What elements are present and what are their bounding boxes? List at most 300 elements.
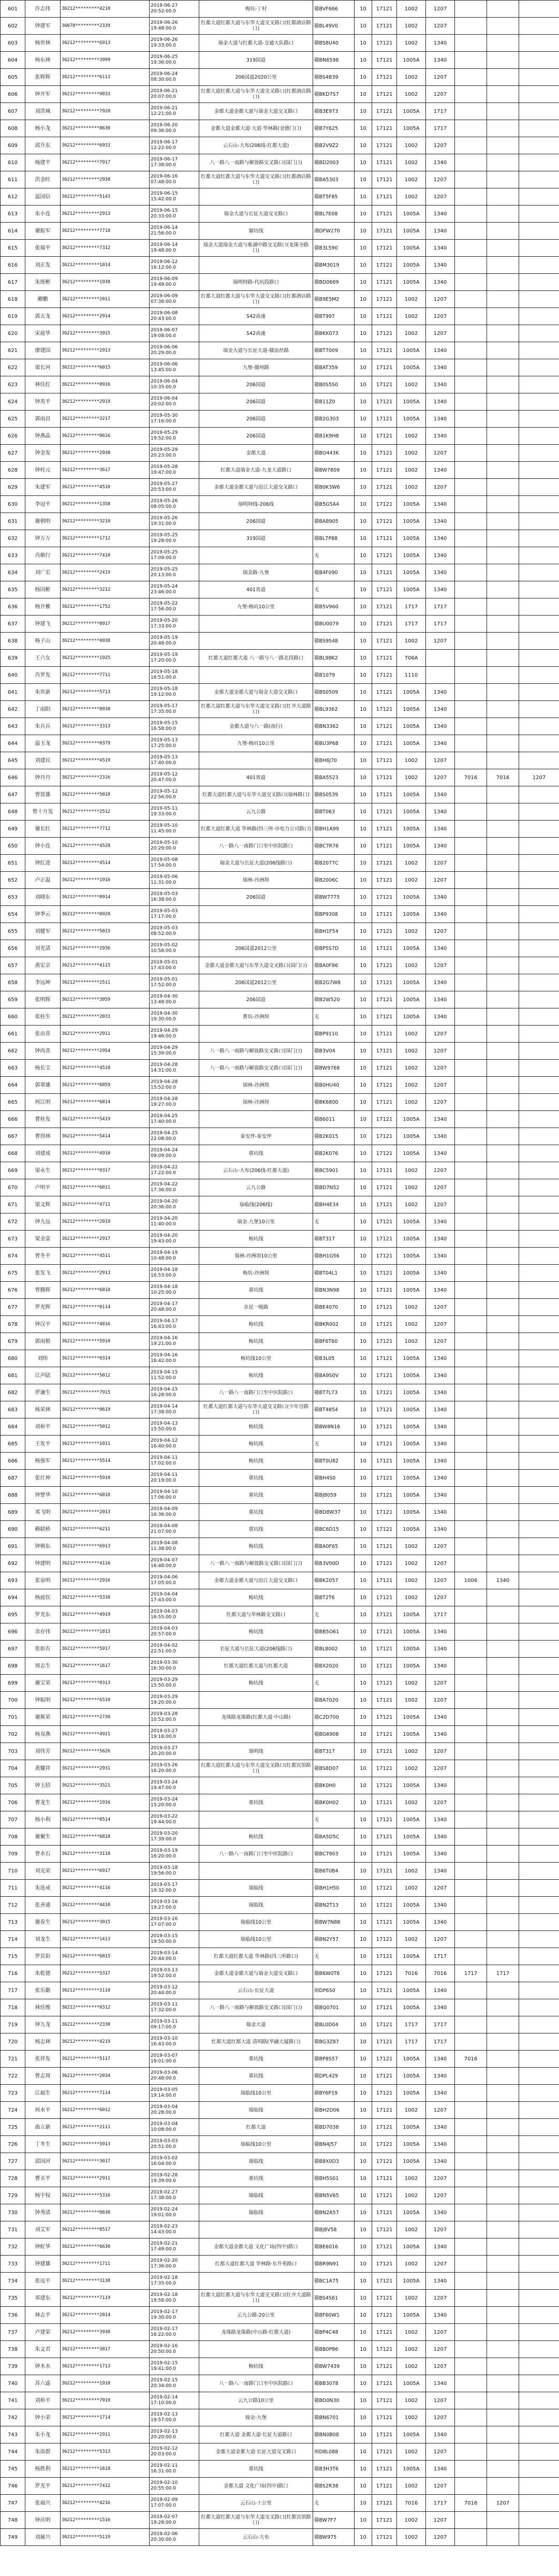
law-code-cell-3: [455, 1470, 487, 1487]
law-code-cell-4: [487, 1914, 519, 1931]
table-row: [1, 1658, 559, 1675]
law-code-cell-3: [455, 223, 487, 240]
law-code-cell-5: [519, 2461, 559, 2478]
violation-place-cell: 云石山-长征大道: [199, 1982, 313, 1999]
plate-number-cell: 赣BW7439: [313, 2358, 355, 2375]
law-code-cell-5: [519, 445, 559, 462]
violation-place-cell: 瑞金大道: [199, 2016, 313, 2033]
law-code-cell-2: 1207: [426, 2478, 455, 2495]
violation-time-cell: 2019-02-06 20:30:00.0: [150, 2529, 199, 2546]
serial-number-cell: 711: [1, 1880, 25, 1897]
code-cell: 17121: [372, 1231, 397, 1248]
violation-place-cell: 金都大道金都大道·长征大道交叉路口: [199, 2443, 313, 2461]
law-code-cell-3: [455, 1863, 487, 1880]
violation-time-cell: 2019-05-12 22:56:00.0: [150, 786, 199, 803]
points-cell: 10: [355, 1231, 372, 1248]
id-number-cell: 36212*********5626: [61, 1743, 150, 1760]
plate-number-cell: 赣BT063: [313, 803, 355, 821]
plate-number-cell: 赣BD0689: [313, 274, 355, 291]
plate-number-cell: 无: [313, 1811, 355, 1828]
law-code-cell-5: [519, 667, 559, 684]
code-cell: 17121: [372, 616, 397, 633]
serial-number-cell: 663: [1, 1060, 25, 1077]
code-cell: 17121: [372, 188, 397, 206]
serial-number-cell: 743: [1, 2426, 25, 2443]
id-number-cell: 36212*********2916: [61, 1572, 150, 1589]
law-code-cell-4: [487, 479, 519, 496]
id-number-cell: 36212*********2011: [61, 291, 150, 308]
points-cell: 10: [355, 1794, 372, 1811]
law-code-cell-1: 1002: [397, 1794, 426, 1811]
plate-number-cell: 赣BD2003: [313, 154, 355, 171]
id-number-cell: 36212*********7312: [61, 240, 150, 257]
law-code-cell-5: [519, 1606, 559, 1623]
law-code-cell-4: [487, 376, 519, 393]
violation-time-cell: 2019-04-10 17:06:00.0: [150, 1487, 199, 1504]
law-code-cell-2: 1207: [426, 171, 455, 188]
violation-place-cell: 206国道: [199, 393, 313, 411]
law-code-cell-5: [519, 2478, 559, 2495]
law-code-cell-3: [455, 701, 487, 718]
law-code-cell-5: [519, 2512, 559, 2529]
plate-number-cell: 赣BH5S01: [313, 2170, 355, 2187]
points-cell: 10: [355, 1008, 372, 1026]
plate-number-cell: 赣BH4S0: [313, 1470, 355, 1487]
plate-number-cell: 赣BM3019: [313, 257, 355, 274]
points-cell: 10: [355, 872, 372, 889]
law-code-cell-4: [487, 906, 519, 923]
law-code-cell-1: 1002: [397, 2409, 426, 2426]
code-cell: 17121: [372, 1675, 397, 1692]
law-code-cell-2: 1340: [426, 821, 455, 838]
violation-time-cell: 2019-03-12 20:44:00.0: [150, 1982, 199, 1999]
serial-number-cell: 677: [1, 1299, 25, 1316]
violation-time-cell: 2019-04-11 20:19:00.0: [150, 1470, 199, 1487]
law-code-cell-5: [519, 513, 559, 530]
violation-place-cell: 红都大道红都大道与东华大道交叉路口(瑞林路口): [199, 786, 313, 803]
law-code-cell-2: 1340: [426, 1811, 455, 1828]
code-cell: 17121: [372, 1179, 397, 1196]
law-code-cell-2: 1207: [426, 2324, 455, 2341]
law-code-cell-5: [519, 2443, 559, 2461]
law-code-cell-5: [519, 1914, 559, 1931]
violation-time-cell: 2019-04-03 20:57:00.0: [150, 1623, 199, 1641]
violation-time-cell: 2019-05-08 17:54:00.0: [150, 855, 199, 872]
serial-number-cell: 736: [1, 2307, 25, 2324]
law-code-cell-2: 1207: [426, 137, 455, 154]
law-code-cell-4: [487, 1470, 519, 1487]
violation-time-cell: 2019-05-10 11:45:00.0: [150, 821, 199, 838]
id-number-cell: 36212*********2019: [61, 1213, 150, 1231]
violation-place-cell: 瑞临线10公里: [199, 2085, 313, 2102]
law-code-cell-5: [519, 1589, 559, 1606]
code-cell: 17121: [372, 735, 397, 752]
id-number-cell: 36212*********1014: [61, 257, 150, 274]
law-code-cell-1: 1005A: [397, 206, 426, 223]
violation-time-cell: 2019-02-17 19:30:00.0: [150, 2307, 199, 2324]
points-cell: 10: [355, 137, 372, 154]
law-code-cell-3: [455, 120, 487, 137]
law-code-cell-5: [519, 342, 559, 359]
id-number-cell: 36212*********7410: [61, 547, 150, 564]
law-code-cell-5: [519, 1572, 559, 1589]
law-code-cell-4: [487, 1436, 519, 1453]
law-code-cell-2: 1207: [426, 1077, 455, 1094]
law-code-cell-5: [519, 2426, 559, 2443]
law-code-cell-5: [519, 940, 559, 957]
code-cell: 17121: [372, 2221, 397, 2238]
law-code-cell-1: 1005A: [397, 240, 426, 257]
id-number-cell: 36212*********5015: [61, 923, 150, 940]
law-code-cell-4: [487, 1931, 519, 1948]
id-number-cell: 36212*********1712: [61, 530, 150, 547]
code-cell: 17121: [372, 1641, 397, 1658]
violation-place-cell: 重坑线: [199, 2461, 313, 2478]
code-cell: 17121: [372, 2119, 397, 2136]
law-code-cell-5: [519, 376, 559, 393]
law-code-cell-4: [487, 1145, 519, 1162]
plate-number-cell: 赣B0S5S0: [313, 376, 355, 393]
plate-number-cell: 赣BKR002: [313, 1316, 355, 1333]
table-row: [1, 18, 559, 35]
law-code-cell-3: [455, 1077, 487, 1094]
person-name-cell: 谢朝明: [25, 513, 61, 530]
law-code-cell-5: [519, 701, 559, 718]
plate-number-cell: 赣BU0079: [313, 616, 355, 633]
law-code-cell-5: [519, 2153, 559, 2170]
points-cell: 10: [355, 1965, 372, 1982]
table-row: [1, 2512, 559, 2529]
person-name-cell: 钟建明: [25, 1555, 61, 1572]
table-row: [1, 1043, 559, 1060]
law-code-cell-4: [487, 2238, 519, 2256]
serial-number-cell: 601: [1, 1, 25, 18]
law-code-cell-5: [519, 598, 559, 616]
law-code-cell-2: 1340: [426, 1384, 455, 1401]
table-row: [1, 564, 559, 581]
points-cell: 10: [355, 1487, 372, 1504]
law-code-cell-2: 1207: [426, 2512, 455, 2529]
code-cell: 17121: [372, 393, 397, 411]
law-code-cell-5: [519, 2119, 559, 2136]
law-code-cell-3: [455, 1026, 487, 1043]
plate-number-cell: 赣BL7E08: [313, 206, 355, 223]
serial-number-cell: 746: [1, 2478, 25, 2495]
law-code-cell-1: 1002: [397, 872, 426, 889]
law-code-cell-1: 1005A: [397, 1521, 426, 1538]
points-cell: 10: [355, 1060, 372, 1077]
points-cell: 10: [355, 1094, 372, 1111]
law-code-cell-1: 1005A: [397, 1401, 426, 1418]
code-cell: 17121: [372, 1026, 397, 1043]
law-code-cell-3: [455, 1316, 487, 1333]
violation-time-cell: 2019-03-29 19:20:00.0: [150, 1692, 199, 1709]
law-code-cell-1: 1005A: [397, 974, 426, 991]
table-row: [1, 581, 559, 598]
violation-time-cell: 2019-06-27 20:52:00.0: [150, 1, 199, 18]
person-name-cell: 曾冬平: [25, 1248, 61, 1265]
violation-place-cell: 八一路八一南路门口至中医院路口: [199, 1384, 313, 1401]
points-cell: 10: [355, 1, 372, 18]
code-cell: 17121: [372, 2461, 397, 2478]
points-cell: 10: [355, 1282, 372, 1299]
table-row: [1, 1897, 559, 1914]
violation-place-cell: 梅坑线: [199, 1316, 313, 1333]
serial-number-cell: 707: [1, 1811, 25, 1828]
violation-time-cell: 2019-05-17 17:35:00.0: [150, 701, 199, 718]
law-code-cell-2: 1207: [426, 325, 455, 342]
violation-time-cell: 2019-05-18 16:51:00.0: [150, 667, 199, 684]
law-code-cell-4: [487, 1641, 519, 1658]
code-cell: 17121: [372, 2443, 397, 2461]
law-code-cell-5: [519, 2221, 559, 2238]
law-code-cell-2: 1717: [426, 2495, 455, 2512]
law-code-cell-2: 1340: [426, 1914, 455, 1931]
serial-number-cell: 664: [1, 1077, 25, 1094]
code-cell: 17121: [372, 1111, 397, 1128]
law-code-cell-4: [487, 274, 519, 291]
points-cell: 10: [355, 1504, 372, 1521]
id-number-cell: 36212*********3118: [61, 1982, 150, 1999]
id-number-cell: 36212*********2913: [61, 206, 150, 223]
law-code-cell-5: [519, 1316, 559, 1333]
id-number-cell: 36212*********2911: [61, 2426, 150, 2443]
law-code-cell-1: 1002: [397, 69, 426, 86]
law-code-cell-4: [487, 1521, 519, 1538]
law-code-cell-3: [455, 564, 487, 581]
law-code-cell-5: [519, 2187, 559, 2204]
violation-place-cell: 红都大道红都大道与红都大道: [199, 1658, 313, 1675]
serial-number-cell: 728: [1, 2170, 25, 2187]
table-row: [1, 906, 559, 923]
law-code-cell-1: 1002: [397, 1196, 426, 1213]
law-code-cell-5: [519, 1043, 559, 1060]
violation-place-cell: 九堡-梅坑10公里: [199, 598, 313, 616]
violation-place-cell: 319国道: [199, 52, 313, 69]
points-cell: 10: [355, 1760, 372, 1777]
violation-time-cell: 2019-03-24 15:20:00.0: [150, 1794, 199, 1811]
id-number-cell: 36212*********8630: [61, 120, 150, 137]
id-number-cell: 36212*********2512: [61, 803, 150, 821]
violation-time-cell: 2019-04-16 19:21:00.0: [150, 1333, 199, 1350]
points-cell: 10: [355, 1538, 372, 1555]
law-code-cell-4: [487, 257, 519, 274]
law-code-cell-3: [455, 1008, 487, 1026]
points-cell: 10: [355, 1470, 372, 1487]
law-code-cell-2: 1340: [426, 2307, 455, 2324]
law-code-cell-4: [487, 137, 519, 154]
law-code-cell-1: 1005A: [397, 1418, 426, 1436]
violation-time-cell: 2019-04-30 13:48:00.0: [150, 991, 199, 1008]
law-code-cell-1: 1002: [397, 1743, 426, 1760]
law-code-cell-4: [487, 2409, 519, 2426]
id-number-cell: 36212*********3915: [61, 325, 150, 342]
violation-place-cell: 401省道: [199, 581, 313, 598]
law-code-cell-3: [455, 1, 487, 18]
law-code-cell-4: [487, 598, 519, 616]
points-cell: 10: [355, 1999, 372, 2016]
id-number-cell: 36212*********7718: [61, 223, 150, 240]
person-name-cell: 王发平: [25, 1436, 61, 1453]
law-code-cell-1: 1002: [397, 1863, 426, 1880]
plate-number-cell: 赣BP5S7D: [313, 940, 355, 957]
code-cell: 17121: [372, 69, 397, 86]
points-cell: 10: [355, 1265, 372, 1282]
serial-number-cell: 609: [1, 137, 25, 154]
serial-number-cell: 617: [1, 274, 25, 291]
law-code-cell-3: [455, 376, 487, 393]
law-code-cell-4: [487, 547, 519, 564]
person-name-cell: 王六女: [25, 650, 61, 667]
violation-time-cell: 2019-02-18 19:58:00.0: [150, 2290, 199, 2307]
law-code-cell-3: [455, 240, 487, 257]
law-code-cell-2: 1340: [426, 1265, 455, 1282]
law-code-cell-1: 1002: [397, 1060, 426, 1077]
person-name-cell: 钟柱元: [25, 462, 61, 479]
law-code-cell-4: [487, 2016, 519, 2033]
person-name-cell: 杨国彬: [25, 581, 61, 598]
table-row: [1, 1606, 559, 1623]
id-number-cell: 36212*********3313: [61, 718, 150, 735]
law-code-cell-2: 1207: [426, 923, 455, 940]
code-cell: 17121: [372, 35, 397, 52]
law-code-cell-5: [519, 1538, 559, 1555]
person-name-cell: 梁永生: [25, 1162, 61, 1179]
code-cell: 17121: [372, 1521, 397, 1538]
serial-number-cell: 654: [1, 906, 25, 923]
code-cell: 17121: [372, 769, 397, 786]
points-cell: 10: [355, 1162, 372, 1179]
plate-number-cell: 赣BN2A57: [313, 2204, 355, 2221]
points-cell: 10: [355, 2119, 372, 2136]
violation-time-cell: 2019-04-04 17:43:00.0: [150, 1589, 199, 1606]
code-cell: 17121: [372, 1077, 397, 1094]
law-code-cell-3: [455, 154, 487, 171]
person-name-cell: 钟朝东: [25, 1538, 61, 1555]
law-code-cell-2: 1207: [426, 769, 455, 786]
serial-number-cell: 633: [1, 547, 25, 564]
person-name-cell: 罗光辉: [25, 1299, 61, 1316]
law-code-cell-4: [487, 35, 519, 52]
points-cell: 10: [355, 2512, 372, 2529]
serial-number-cell: 655: [1, 923, 25, 940]
law-code-cell-4: [487, 701, 519, 718]
violation-time-cell: 2019-05-25 19:28:00.0: [150, 530, 199, 547]
table-row: [1, 786, 559, 803]
person-name-cell: 刘建成: [25, 1145, 61, 1162]
law-code-cell-4: [487, 2478, 519, 2495]
violation-place-cell: 金都大道与八一路(南行): [199, 718, 313, 735]
code-cell: 17121: [372, 2375, 397, 2392]
violation-place-cell: 红都大道红都大道 华林路·东升苑路口: [199, 2256, 313, 2273]
law-code-cell-5: [519, 803, 559, 821]
law-code-cell-3: [455, 1333, 487, 1350]
violation-time-cell: 2019-02-11 16:31:00.0: [150, 2461, 199, 2478]
id-number-cell: 36212*********5414: [61, 1128, 150, 1145]
table-row: [1, 1265, 559, 1282]
violation-place-cell: 红都大道红都大道 华林路(四三所路口): [199, 1948, 313, 1965]
points-cell: 10: [355, 838, 372, 855]
law-code-cell-2: 1207: [426, 291, 455, 308]
table-row: [1, 598, 559, 616]
violation-place-cell: 红都大道 金都大道·长征大道路口: [199, 2426, 313, 2443]
violation-place-cell: [199, 2221, 313, 2238]
law-code-cell-1: 1002: [397, 2392, 426, 2409]
table-row: [1, 1880, 559, 1897]
violation-time-cell: 2019-06-09 19:49:00.0: [150, 274, 199, 291]
plate-number-cell: 赣BKK073: [313, 325, 355, 342]
law-code-cell-2: 1340: [426, 2273, 455, 2290]
law-code-cell-5: [519, 2375, 559, 2392]
law-code-cell-2: 1340: [426, 2119, 455, 2136]
id-number-cell: 36212*********4518: [61, 1060, 150, 1077]
law-code-cell-1: 1005A: [397, 2238, 426, 2256]
violation-time-cell: 2019-05-02 10:58:00.0: [150, 940, 199, 957]
law-code-cell-1: 1005A: [397, 2273, 426, 2290]
law-code-cell-3: [455, 1794, 487, 1811]
person-name-cell: 曾贤雄: [25, 786, 61, 803]
plate-number-cell: 赣BVF666: [313, 1, 355, 18]
person-name-cell: 周志生: [25, 1658, 61, 1675]
law-code-cell-5: [519, 291, 559, 308]
plate-number-cell: 赣BF60W1: [313, 2307, 355, 2324]
violation-place-cell: 金都大道 文化广场(四中)路口: [199, 2478, 313, 2495]
violation-time-cell: 2019-03-11 09:17:00.0: [150, 2016, 199, 2033]
id-number-cell: 36212*********1938: [61, 274, 150, 291]
law-code-cell-1: 1002: [397, 769, 426, 786]
id-number-cell: 36212*********3999: [61, 52, 150, 69]
law-code-cell-1: 1005A: [397, 1504, 426, 1521]
law-code-cell-5: [519, 223, 559, 240]
serial-number-cell: 697: [1, 1641, 25, 1658]
law-code-cell-4: 7016: [487, 769, 519, 786]
plate-number-cell: 无: [313, 1436, 355, 1453]
person-name-cell: 朱乾德: [25, 1965, 61, 1982]
law-code-cell-3: [455, 308, 487, 325]
table-row: [1, 1196, 559, 1213]
plate-number-cell: 赣BT2T6: [313, 1589, 355, 1606]
code-cell: 17121: [372, 2495, 397, 2512]
law-code-cell-1: 1005A: [397, 2136, 426, 2153]
points-cell: 10: [355, 103, 372, 120]
law-code-cell-4: [487, 1743, 519, 1760]
serial-number-cell: 610: [1, 154, 25, 171]
law-code-cell-3: [455, 86, 487, 103]
id-number-cell: 36212*********2013: [61, 1504, 150, 1521]
law-code-cell-2: 1340: [426, 2375, 455, 2392]
id-number-cell: 36212*********4528: [61, 838, 150, 855]
serial-number-cell: 705: [1, 1777, 25, 1794]
law-code-cell-2: 1340: [426, 2238, 455, 2256]
plate-number-cell: 赣BB3078: [313, 2375, 355, 2392]
code-cell: 17121: [372, 1555, 397, 1572]
id-number-cell: 36212*********2911: [61, 2170, 150, 2187]
code-cell: 17121: [372, 479, 397, 496]
law-code-cell-4: [487, 2341, 519, 2358]
person-name-cell: 郭雨根: [25, 1333, 61, 1350]
id-number-cell: 36212*********5910: [61, 1470, 150, 1487]
serial-number-cell: 676: [1, 1282, 25, 1299]
law-code-cell-3: [455, 1743, 487, 1760]
code-cell: 17121: [372, 872, 397, 889]
plate-number-cell: 赣B9E5M2: [313, 291, 355, 308]
table-row: [1, 1060, 559, 1077]
points-cell: 10: [355, 1316, 372, 1333]
law-code-cell-5: [519, 1726, 559, 1743]
points-cell: 10: [355, 2221, 372, 2238]
points-cell: 10: [355, 1453, 372, 1470]
law-code-cell-3: [455, 598, 487, 616]
